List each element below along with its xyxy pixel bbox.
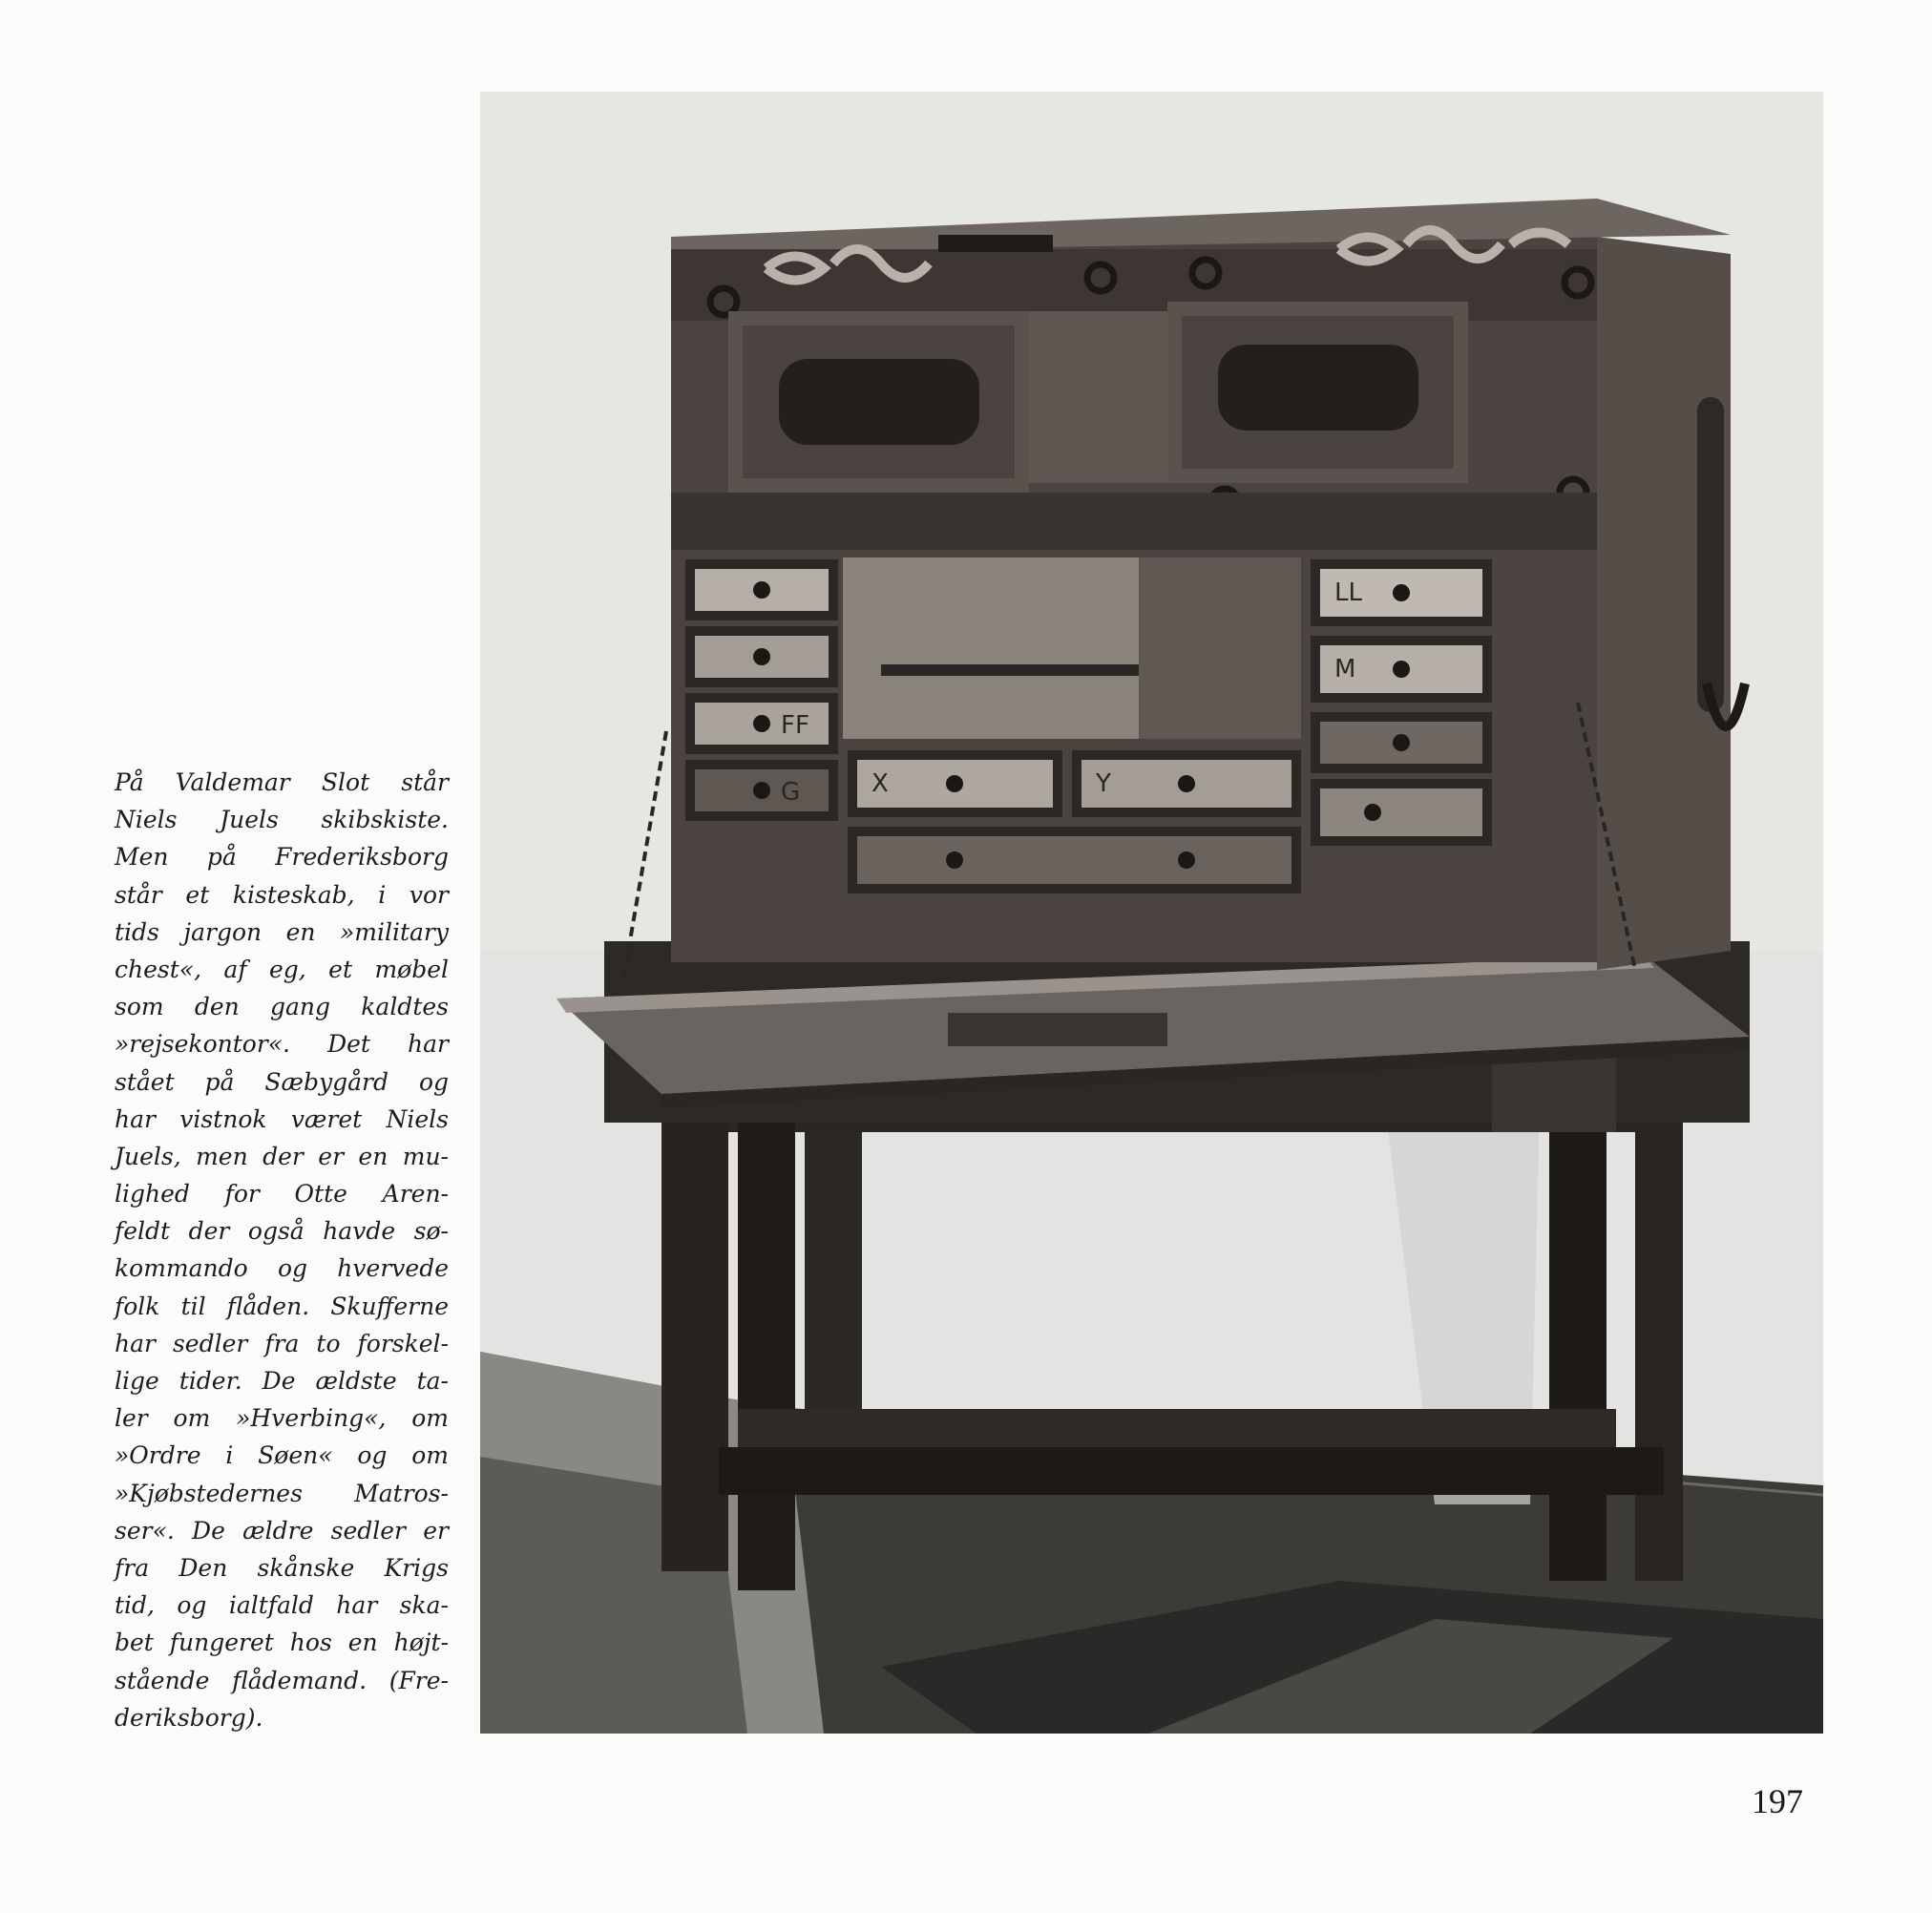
caption-line: tid, og ialtfald har ska- <box>115 1591 449 1620</box>
caption-line: Men på Frederiksborg <box>115 843 449 872</box>
caption-line: stået på Sæbygård og <box>115 1067 449 1096</box>
caption-line: lighed for Otte Aren- <box>115 1180 449 1209</box>
caption-line: »Ordre i Søen« og om <box>115 1441 449 1470</box>
caption-line: fra Den skånske Krigs <box>115 1553 449 1582</box>
caption-line: feldt der også havde sø- <box>115 1217 449 1246</box>
drawer-label: Y <box>1096 769 1111 798</box>
caption-line: står et kisteskab, i vor <box>115 880 449 909</box>
drawer-label: G <box>781 778 801 807</box>
caption-line: kommando og hvervede <box>115 1254 449 1283</box>
caption-line: har sedler fra to forskel- <box>115 1329 449 1357</box>
caption-line: »rejsekontor«. Det har <box>115 1030 449 1059</box>
drawer-label: X <box>872 769 889 798</box>
caption-line: lige tider. De ældste ta- <box>115 1367 449 1395</box>
cabinet-photo <box>480 92 1823 1734</box>
caption-text <box>115 764 449 1736</box>
caption-line: ser«. De ældre sedler er <box>115 1516 449 1545</box>
caption-line: som den gang kaldtes <box>115 993 449 1021</box>
drawer-label: M <box>1334 655 1356 683</box>
stand-leg <box>1549 1104 1606 1581</box>
caption-line: tids jargon en »military <box>115 917 449 946</box>
caption-line: deriksborg). <box>115 1703 263 1732</box>
stand-leg <box>738 1094 795 1590</box>
caption-line: folk til flåden. Skufferne <box>115 1292 449 1320</box>
caption-line: ler om »Hverbing«, om <box>115 1404 449 1433</box>
caption-line: chest«, af eg, et møbel <box>115 955 449 983</box>
stand-leg <box>662 1075 728 1571</box>
caption-line: Niels Juels skibskiste. <box>115 806 449 834</box>
caption-line: »Kjøbstedernes Matros- <box>115 1479 449 1507</box>
drawer-label: FF <box>781 711 809 740</box>
drawer-label: LL <box>1334 578 1362 607</box>
stand-leg <box>1635 1123 1683 1581</box>
caption-line: På Valdemar Slot står <box>115 768 449 796</box>
caption-line: Juels, men der er en mu- <box>115 1142 449 1170</box>
caption-line: bet fungeret hos en højt- <box>115 1629 449 1657</box>
caption-line: stående flådemand. (Fre- <box>115 1666 449 1694</box>
page-number: 197 <box>1752 1782 1803 1820</box>
caption-line: har vistnok været Niels <box>115 1104 449 1133</box>
